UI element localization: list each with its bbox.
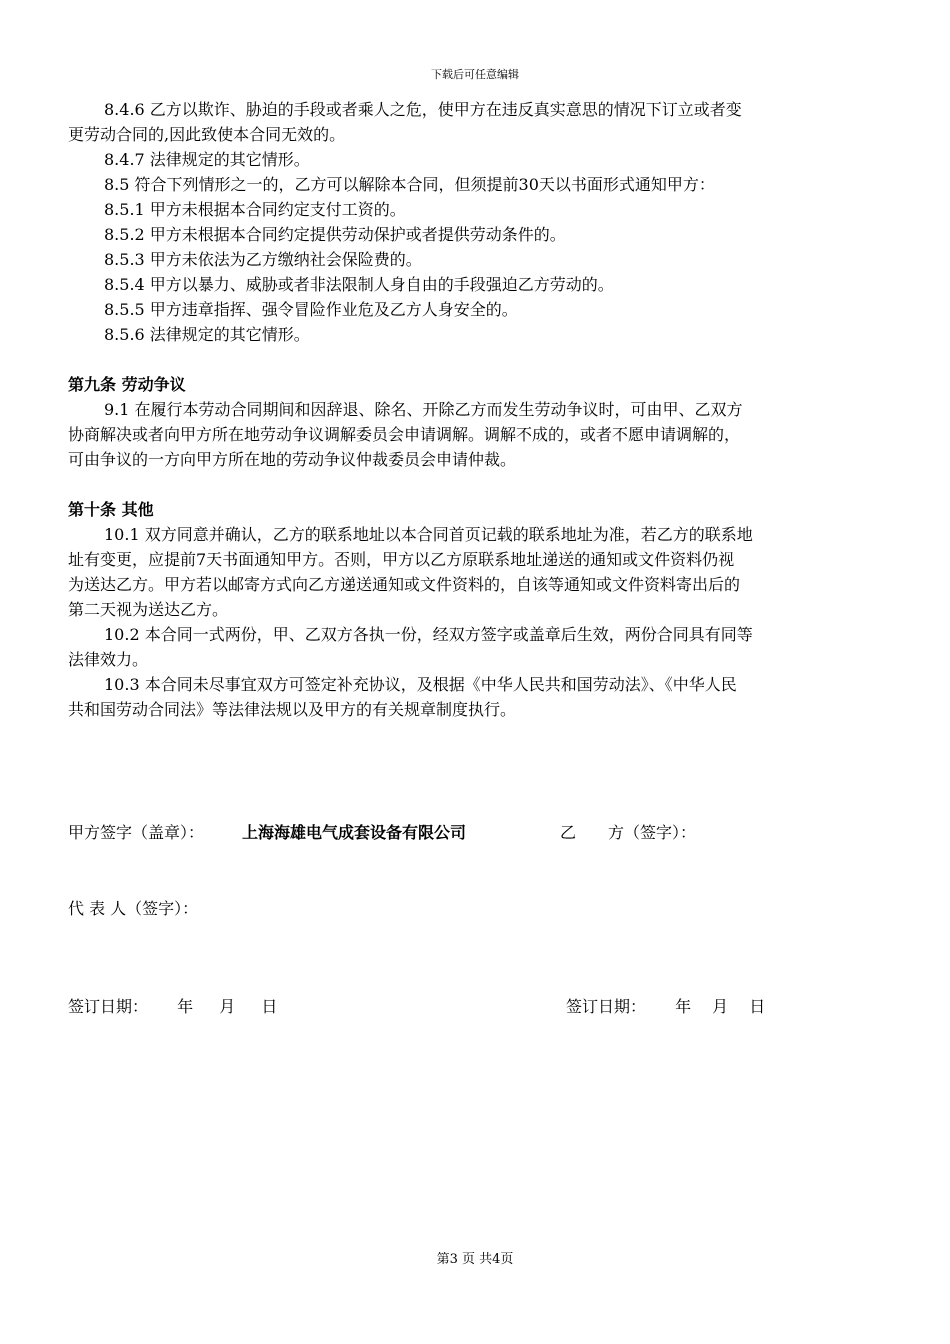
article-10-title: 第十条 其他 bbox=[68, 500, 154, 519]
article-10-line: 10.1 双方同意并确认，乙方的联系地址以本合同首页记载的联系地址为准，若乙方的联系地 bbox=[104, 525, 753, 544]
clause-line: 8.5.1 甲方未根据本合同约定支付工资的。 bbox=[104, 200, 406, 219]
clause-line: 8.5.4 甲方以暴力、威胁或者非法限制人身自由的手段强迫乙方劳动的。 bbox=[104, 275, 614, 294]
party-a-company-name: 上海海雄电气成套设备有限公司 bbox=[242, 823, 467, 842]
party-a-sign-date: 签订日期： 年 月 日 bbox=[68, 997, 278, 1016]
article-10-line: 为送达乙方。甲方若以邮寄方式向乙方递送通知或文件资料的，自该等通知或文件资料寄出后的 bbox=[68, 575, 741, 594]
article-9-line: 协商解决或者向甲方所在地劳动争议调解委员会申请调解。调解不成的，或者不愿申请调解的， bbox=[68, 425, 741, 444]
article-10-line: 10.3 本合同未尽事宜双方可签定补充协议，及根据《中华人民共和国劳动法》、《中华人民 bbox=[104, 675, 737, 694]
article-10-line: 10.2 本合同一式两份，甲、乙双方各执一份，经双方签字或盖章后生效，两份合同具有同等 bbox=[104, 625, 753, 644]
clause-line: 更劳动合同的,因此致使本合同无效的。 bbox=[68, 125, 346, 144]
article-10-line: 法律效力。 bbox=[68, 650, 149, 669]
party-b-sign-date: 签订日期： 年 月 日 bbox=[566, 997, 766, 1016]
clause-line: 8.5.5 甲方违章指挥、强令冒险作业危及乙方人身安全的。 bbox=[104, 300, 518, 319]
article-10-line: 第二天视为送达乙方。 bbox=[68, 600, 229, 619]
representative-signature-label: 代 表 人（签字）： bbox=[68, 899, 199, 918]
clause-line: 8.5 符合下列情形之一的，乙方可以解除本合同，但须提前30天以书面形式通知甲方： bbox=[104, 175, 715, 194]
clause-line: 8.5.3 甲方未依法为乙方缴纳社会保险费的。 bbox=[104, 250, 422, 269]
page-number-footer: 第3 页 共4页 bbox=[436, 1252, 514, 1267]
party-b-signature-label: 乙 方（签字）： bbox=[560, 823, 697, 842]
clause-line: 8.5.6 法律规定的其它情形。 bbox=[104, 325, 310, 344]
article-10-line: 共和国劳动合同法》等法律法规以及甲方的有关规章制度执行。 bbox=[68, 700, 517, 719]
article-9-line: 可由争议的一方向甲方所在地的劳动争议仲裁委员会申请仲裁。 bbox=[68, 450, 517, 469]
clause-line: 8.4.6 乙方以欺诈、胁迫的手段或者乘人之危，使甲方在违反真实意思的情况下订立或者变 bbox=[104, 100, 742, 119]
page-header: 下载后可任意编辑 bbox=[431, 68, 519, 81]
clause-line: 8.5.2 甲方未根据本合同约定提供劳动保护或者提供劳动条件的。 bbox=[104, 225, 566, 244]
clause-line: 8.4.7 法律规定的其它情形。 bbox=[104, 150, 310, 169]
party-a-signature-label: 甲方签字（盖章）： bbox=[68, 823, 205, 842]
article-9-line: 9.1 在履行本劳动合同期间和因辞退、除名、开除乙方而发生劳动争议时，可由甲、乙双方 bbox=[104, 400, 743, 419]
article-10-line: 址有变更，应提前7天书面通知甲方。否则，甲方以乙方原联系地址递送的通知或文件资料仍视 bbox=[68, 550, 735, 569]
article-9-title: 第九条 劳动争议 bbox=[68, 375, 186, 394]
